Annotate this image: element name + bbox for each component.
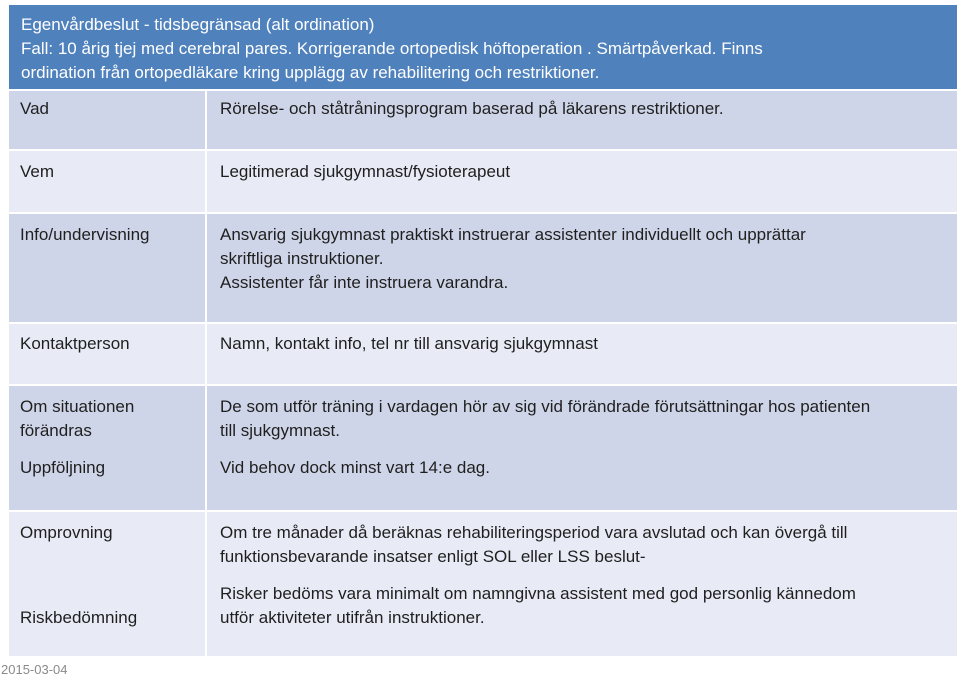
table-row-kontaktperson <box>9 322 957 384</box>
row-label-cell <box>9 151 207 212</box>
row-content-cell <box>207 324 957 384</box>
row-label-line: Riskbedömning <box>20 608 138 627</box>
table-row-vad <box>9 89 957 149</box>
table-row-situation <box>9 384 957 510</box>
header-line-1: Egenvårdbeslut - tidsbegränsad (alt ordination) <box>21 15 375 34</box>
row-label-cell <box>9 512 207 656</box>
row-content-line: till sjukgymnast. <box>220 421 340 440</box>
header-line-3: ordination från ortopedläkare kring upplägg av rehabilitering och restriktioner. <box>21 63 600 82</box>
row-label-cell <box>9 214 207 322</box>
row-content-vad: Rörelse- och ståtråningsprogram baserad på läkarens restriktioner. <box>220 99 724 118</box>
row-content-cell <box>207 151 957 212</box>
row-label-cell <box>9 386 207 510</box>
row-label-kontaktperson: Kontaktperson <box>20 334 130 353</box>
row-content-spacer <box>220 443 949 456</box>
row-label-line: Uppföljning <box>20 458 106 477</box>
row-content-cell <box>207 512 957 656</box>
row-content-spacer <box>220 569 949 582</box>
row-label-spacer <box>20 545 205 569</box>
footer-date: 2015-03-04 <box>1 662 68 677</box>
row-content-line: funktionsbevarande insatser enligt SOL eller LSS beslut- <box>220 547 646 566</box>
table-row-vem <box>9 149 957 212</box>
row-content-line: utför aktiviteter utifrån instruktioner. <box>220 608 485 627</box>
header-line-2: Fall: 10 årig tjej med cerebral pares. Korrigerande ortopedisk höftoperation . Smärtpåverkad. Finns <box>21 39 763 58</box>
row-content-cell <box>207 386 957 510</box>
row-label-info: Info/undervisning <box>20 225 150 244</box>
row-label-vem: Vem <box>20 162 55 181</box>
row-content-vem: Legitimerad sjukgymnast/fysioterapeut <box>220 162 511 181</box>
row-content-line: Vid behov dock minst vart 14:e dag. <box>220 458 490 477</box>
row-label-spacer <box>20 582 205 606</box>
row-content-cell <box>207 91 957 149</box>
row-content-line: Risker bedöms vara minimalt om namngivna assistent med god personlig kännedom <box>220 584 856 603</box>
row-content-line: De som utför träning i vardagen hör av sig vid förändrade förutsättningar hos patienten <box>220 397 871 416</box>
row-content-line: Assistenter får inte instruera varandra. <box>220 273 509 292</box>
row-label-line: Om situationen <box>20 397 135 416</box>
row-label-spacer <box>20 443 205 456</box>
row-label-spacer <box>20 569 205 582</box>
row-content-kontaktperson: Namn, kontakt info, tel nr till ansvarig sjukgymnast <box>220 334 598 353</box>
row-label-cell <box>9 324 207 384</box>
row-label-line: förändras <box>20 421 92 440</box>
row-label-vad: Vad <box>20 99 49 118</box>
header-cell <box>9 5 957 89</box>
table-row-info <box>9 212 957 322</box>
table-row-omprovning <box>9 510 957 656</box>
row-content-cell <box>207 214 957 322</box>
row-content-line: skriftliga instruktioner. <box>220 249 384 268</box>
row-label-cell <box>9 91 207 149</box>
row-label-line: Omprovning <box>20 523 113 542</box>
row-content-line: Om tre månader då beräknas rehabiliteringsperiod vara avslutad och kan övergå till <box>220 523 848 542</box>
row-content-line: Ansvarig sjukgymnast praktiskt instruerar assistenter individuellt och upprättar <box>220 225 806 244</box>
